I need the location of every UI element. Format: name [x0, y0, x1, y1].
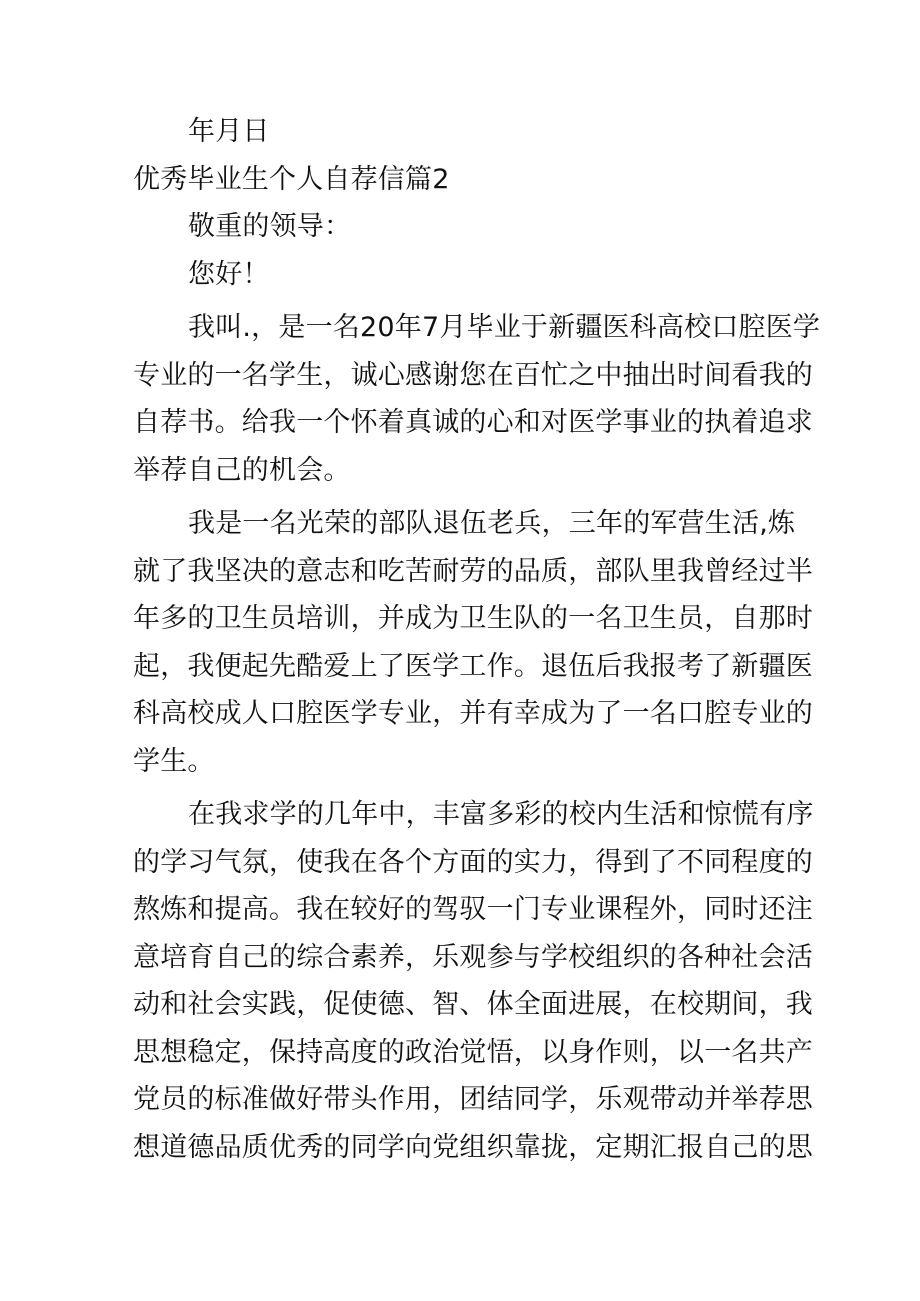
paragraph-line: 自荐书。给我一个怀着真诚的心和对医学事业的执着追求 [133, 407, 813, 438]
paragraph-line: 的学习气氛，使我在各个方面的实力，得到了不同程度的 [133, 846, 813, 878]
paragraph-3 [133, 791, 814, 1171]
paragraph-line: 我叫.，是一名20年7月毕业于新疆医科高校口腔医学 [188, 312, 821, 343]
paragraph-line: 科高校成人口腔医学专业，并有幸成为了一名口腔专业的 [133, 698, 813, 729]
paragraph-line: 党员的标准做好带头作用，团结同学，乐观带动并举荐思 [133, 1084, 813, 1115]
paragraph-line: 在我求学的几年中，丰富多彩的校内生活和惊慌有序 [188, 799, 814, 830]
paragraph-line: 思想稳定，保持高度的政治觉悟，以身作则，以一名共产 [133, 1036, 813, 1068]
paragraph-line: 熬炼和提高。我在较好的驾驭一门专业课程外，同时还注 [133, 894, 813, 925]
salutation: 敬重的领导： [188, 211, 352, 242]
paragraph-line: 起，我便起先酷爱上了医学工作。退伍后我报考了新疆医 [133, 650, 813, 682]
paragraph-line: 意培育自己的综合素养，乐观参与学校组织的各种社会活 [133, 941, 813, 973]
paragraph-2 [133, 500, 813, 785]
paragraph-line: 年多的卫生员培训，并成为卫生队的一名卫生员，自那时 [133, 603, 813, 634]
greeting: 您好！ [188, 258, 270, 290]
paragraph-line: 举荐自己的机会。 [133, 454, 351, 486]
paragraph-line: 就了我坚决的意志和吃苦耐劳的品质，部队里我曾经过半 [133, 555, 813, 587]
paragraph-line: 动和社会实践，促使德、智、体全面进展，在校期间，我 [133, 989, 813, 1020]
date-line: 年月日 [188, 116, 270, 147]
letter-heading: 优秀毕业生个人自荐信篇2 [133, 163, 450, 195]
paragraph-line: 专业的一名学生，诚心感谢您在百忙之中抽出时间看我的 [133, 359, 813, 391]
paragraph-line: 我是一名光荣的部队退伍老兵，三年的军营生活,炼 [188, 508, 796, 539]
paragraph-1 [133, 304, 821, 494]
paragraph-line: 想道德品质优秀的同学向党组织靠拢，定期汇报自己的思 [133, 1131, 813, 1163]
paragraph-line: 学生。 [133, 745, 215, 777]
letter-body [133, 108, 821, 1171]
